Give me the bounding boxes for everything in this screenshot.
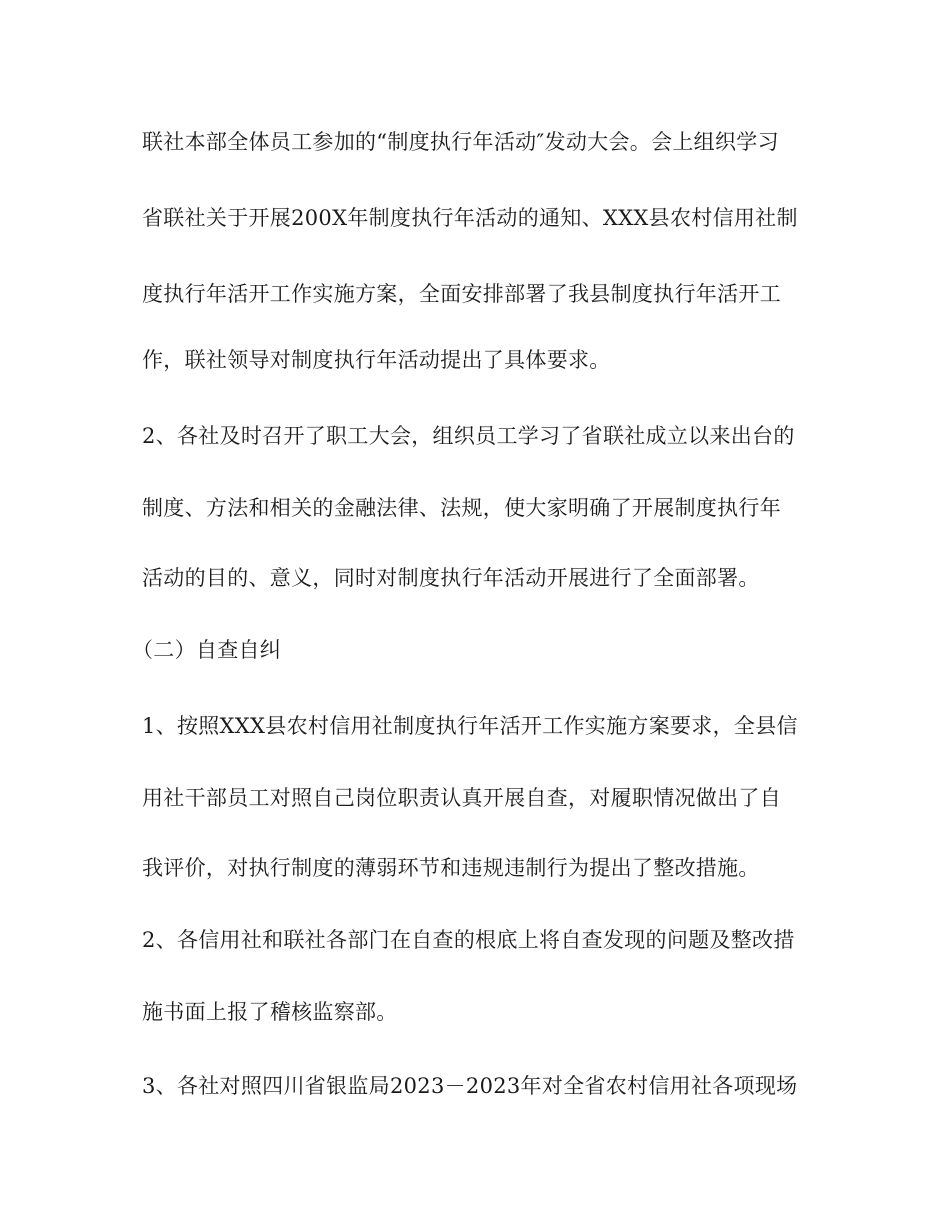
- paragraph-line: 我评价，对执行制度的薄弱环节和违规违制行为提出了整改措施。: [142, 856, 760, 880]
- paragraph-line: 活动的目的、意义，同时对制度执行年活动开展进行了全面部署。: [142, 566, 760, 590]
- paragraph-line: 度执行年活开工作实施方案，全面安排部署了我县制度执行年活开工: [142, 282, 781, 306]
- paragraph-line: 作，联社领导对制度执行年活动提出了具体要求。: [142, 348, 611, 372]
- paragraph-line: 省联社关于开展200X年制度执行年活动的通知、XXX县农村信用社制: [142, 206, 798, 230]
- paragraph-line: 施书面上报了稽核监察部。: [142, 1000, 398, 1024]
- paragraph-line: 1、按照XXX县农村信用社制度执行年活开工作实施方案要求，全县信: [142, 714, 798, 738]
- paragraph-line: 联社本部全体员工参加的“制度执行年活动″发动大会。会上组织学习: [142, 130, 779, 154]
- paragraph-line: 3、各社对照四川省银监局2023－2023年对全省农村信用社各项现场: [142, 1074, 798, 1098]
- paragraph-line: 2、各社及时召开了职工大会，组织员工学习了省联社成立以来出台的: [142, 424, 795, 448]
- section-heading: （二）自查自纠: [132, 638, 282, 662]
- paragraph-line: 2、各信用社和联社各部门在自查的根底上将自查发现的问题及整改措: [142, 928, 795, 952]
- paragraph-line: 用社干部员工对照自己岗位职责认真开展自查，对履职情况做出了自: [142, 786, 781, 810]
- paragraph-line: 制度、方法和相关的金融法律、法规，使大家明确了开展制度执行年: [142, 496, 781, 520]
